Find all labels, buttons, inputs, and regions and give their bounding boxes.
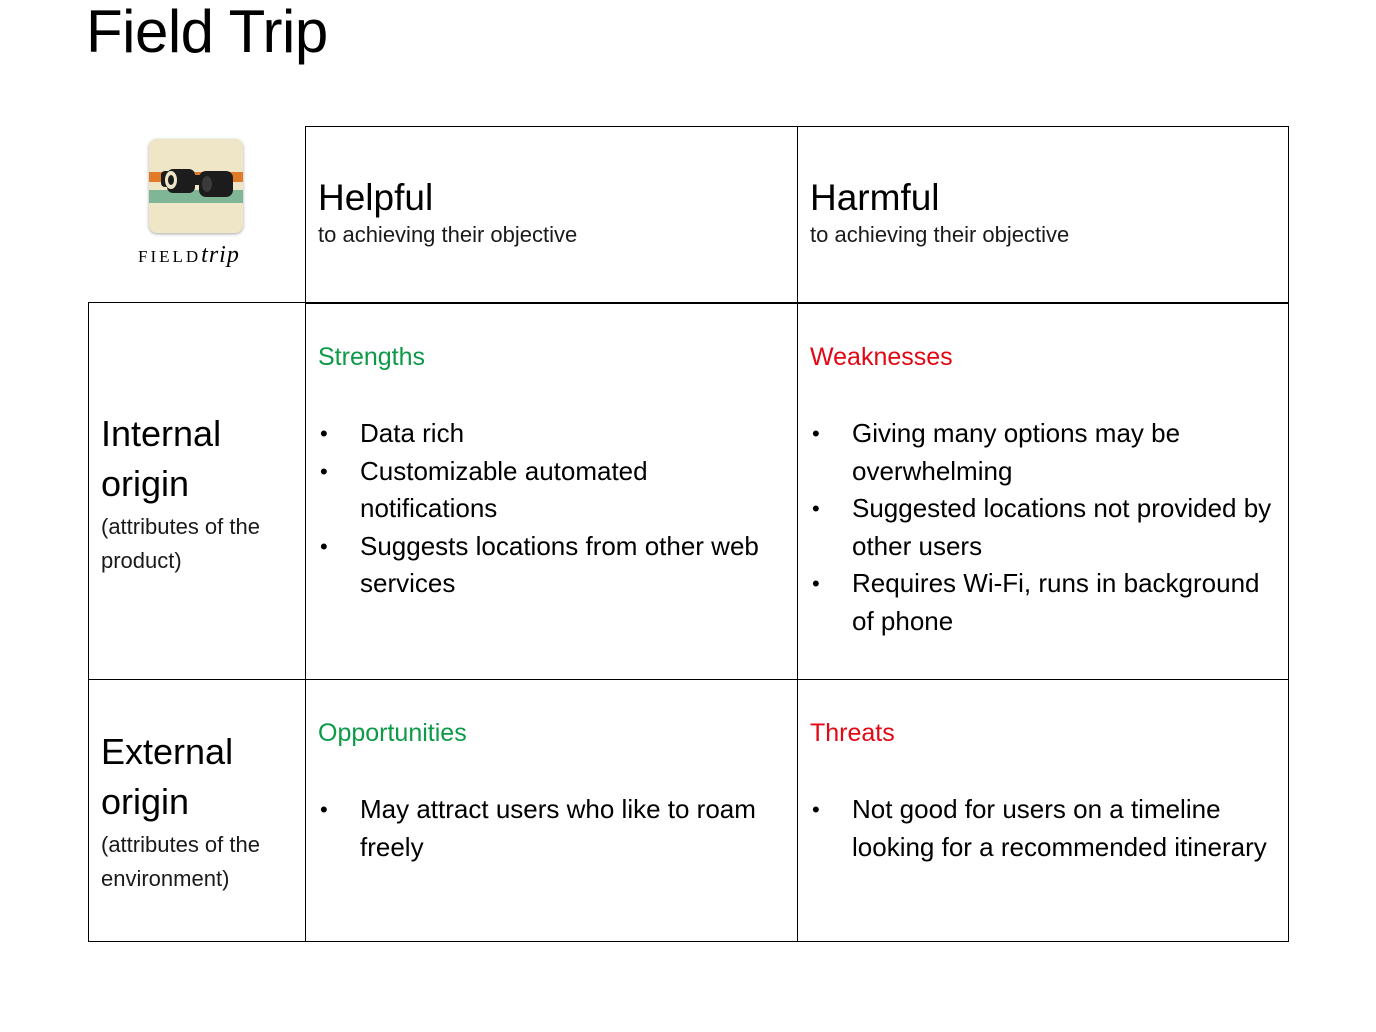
bullet-dot: •: [320, 533, 328, 559]
list-item-text: Suggests locations from other web services: [360, 530, 759, 598]
external-sub-line2: environment): [101, 866, 230, 891]
opportunities-title: Opportunities: [318, 719, 467, 747]
list-item: [810, 415, 1280, 490]
threats-cell: [797, 679, 1289, 942]
strengths-title: Strengths: [318, 343, 426, 371]
internal-sub-line1: (attributes of the: [101, 514, 260, 539]
field-trip-app-icon: [149, 139, 243, 233]
list-item: [810, 490, 1280, 565]
swot-table: [88, 126, 1289, 942]
weaknesses-list: [810, 415, 1280, 640]
threats-list: [810, 791, 1280, 866]
logo-word-script: trip: [201, 242, 240, 268]
internal-heading-line1: Internal: [101, 413, 222, 454]
page-title: Field Trip: [86, 0, 328, 65]
bullet-dot: •: [320, 797, 328, 822]
harmful-heading: Harmful: [810, 177, 940, 218]
list-item: [318, 453, 789, 528]
bullet-dot: •: [320, 458, 328, 484]
list-item: [810, 791, 1280, 866]
list-item: [810, 565, 1280, 640]
list-item-text: Suggested locations not provided by other users: [852, 493, 1272, 561]
weaknesses-cell: [797, 302, 1289, 680]
bullet-dot: •: [812, 571, 820, 596]
external-origin-cell: [88, 679, 306, 942]
list-item-text: Giving many options may be overwhelming: [852, 418, 1181, 486]
list-item: [318, 528, 789, 603]
logo-word-caps: FIELD: [138, 247, 202, 266]
opportunities-cell: [305, 679, 798, 942]
internal-origin-cell: [88, 302, 306, 680]
threats-title: Threats: [810, 719, 895, 747]
harmful-subheading: to achieving their objective: [810, 222, 1070, 247]
bullet-dot: •: [812, 421, 820, 446]
external-heading-line1: External: [101, 731, 234, 772]
list-item: [318, 415, 789, 453]
helpful-subheading: to achieving their objective: [318, 222, 578, 247]
list-item-text: Customizable automated notifications: [360, 455, 648, 523]
list-item-text: Not good for users on a timeline looking for a recommended itinerary: [852, 794, 1267, 862]
bullet-dot: •: [812, 496, 820, 521]
bullet-dot: •: [320, 421, 328, 446]
helpful-header-cell: [305, 126, 798, 304]
list-item-text: Requires Wi-Fi, runs in background of phone: [852, 568, 1260, 636]
list-item-text: Data rich: [360, 418, 465, 448]
list-item-text: May attract users who like to roam freely: [360, 794, 756, 862]
opportunities-list: [318, 791, 789, 866]
bullet-dot: •: [812, 797, 820, 822]
weaknesses-title: Weaknesses: [810, 343, 953, 371]
binoculars-icon: [149, 139, 243, 233]
internal-sub-line2: product): [101, 548, 182, 573]
strengths-cell: [305, 302, 798, 680]
helpful-heading: Helpful: [318, 177, 434, 218]
external-heading-line2: origin: [101, 781, 190, 822]
internal-heading-line2: origin: [101, 463, 190, 504]
external-sub-line1: (attributes of the: [101, 832, 260, 857]
list-item: [318, 791, 789, 866]
harmful-header-cell: [797, 126, 1289, 304]
logo-wordmark: [138, 242, 268, 269]
logo-cell: [88, 126, 306, 303]
strengths-list: [318, 415, 789, 603]
